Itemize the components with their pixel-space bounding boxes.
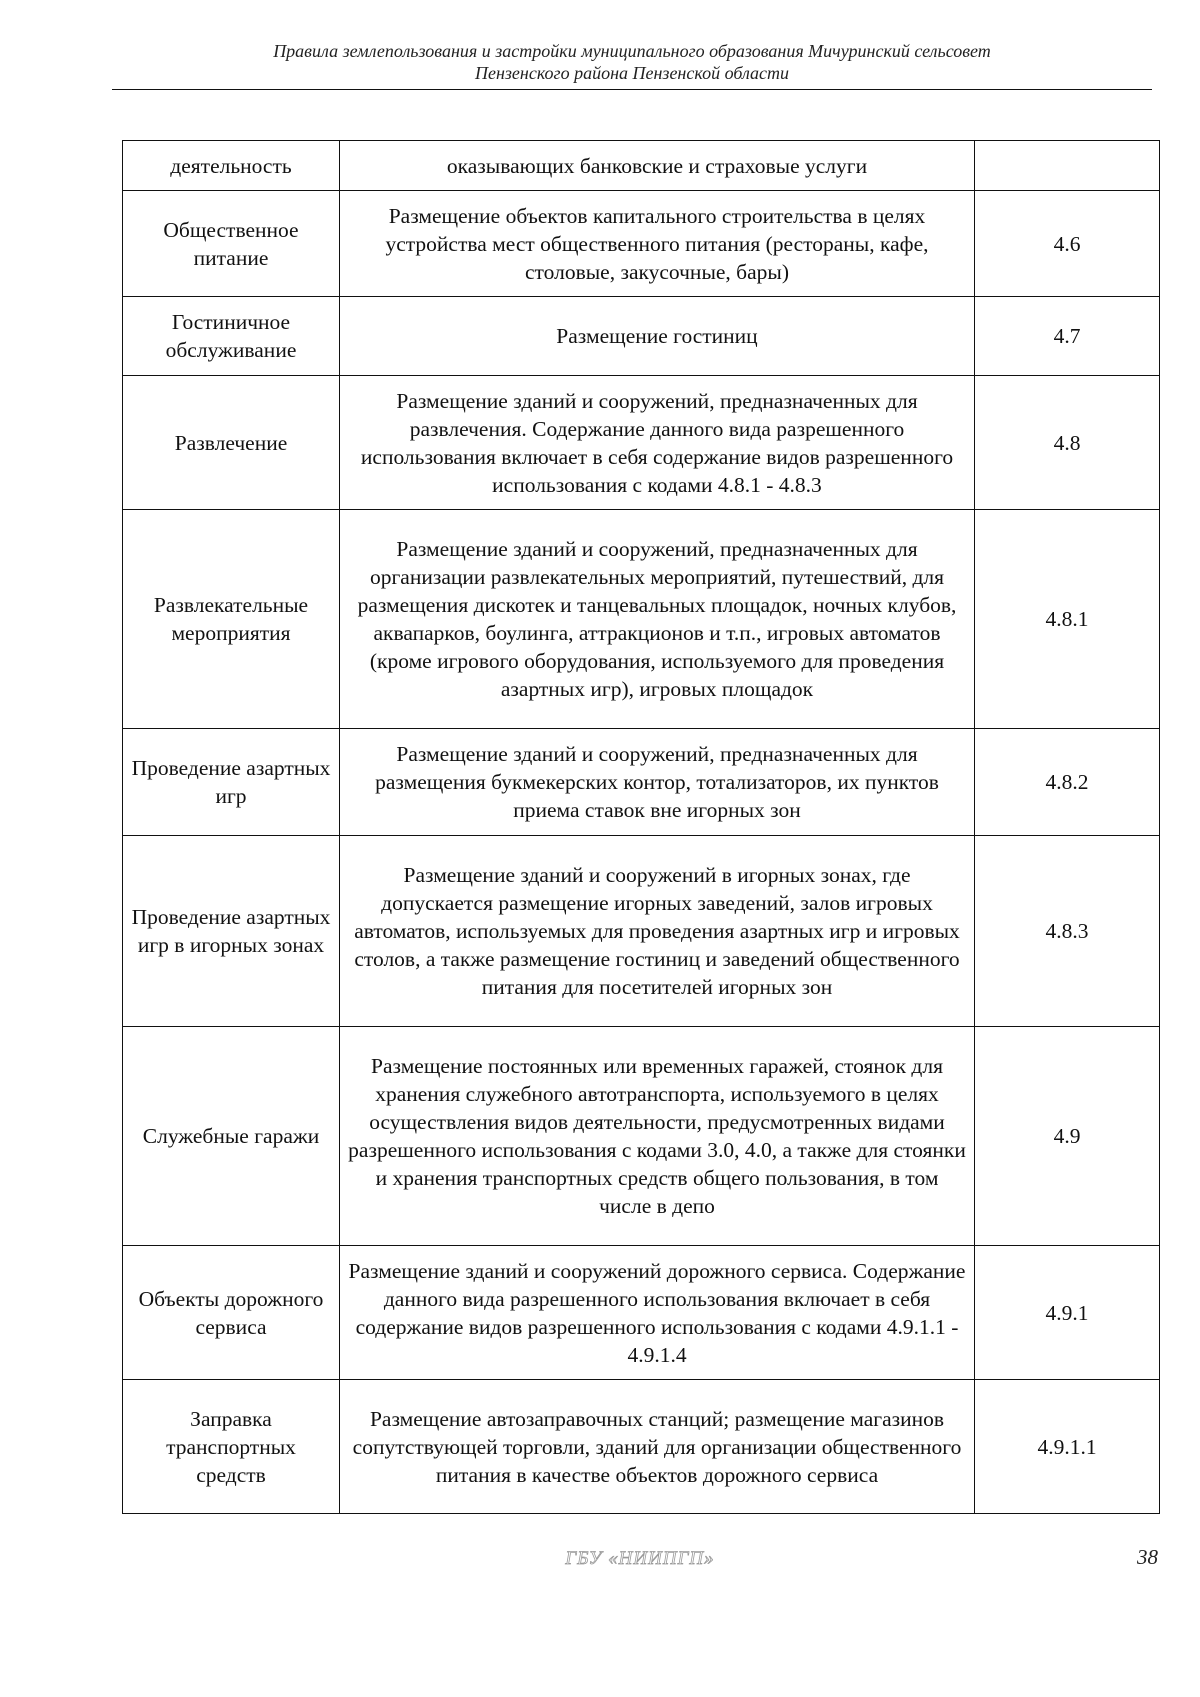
table-row (123, 141, 1160, 191)
use-type-code: 4.8 (975, 376, 1160, 510)
use-type-code: 4.6 (975, 191, 1160, 297)
use-type-code: 4.9.1.1 (975, 1380, 1160, 1514)
header-line-1: Правила землепользования и застройки муниципального образования Мичуринский сельсовет (273, 41, 991, 61)
use-type-code: 4.8.1 (975, 510, 1160, 729)
use-type-name: Развлечение (123, 376, 340, 510)
use-type-description: Размещение зданий и сооружений в игорных зонах, где допускается размещение игорных заведений, залов игровых автоматов, используемых для проведения азартных игр и игровых столов, а также размещение гостиниц и заведений общественного питания для посетителей игорных зон (340, 836, 975, 1027)
use-type-description: Размещение зданий и сооружений, предназначенных для размещения букмекерских контор, тотализаторов, их пунктов приема ставок вне игорных зон (340, 729, 975, 836)
table-row (123, 1246, 1160, 1380)
use-type-code (975, 141, 1160, 191)
table-row (123, 297, 1160, 376)
header-line-2: Пензенского района Пензенской области (474, 63, 790, 83)
footer-organization: ГБУ «НИИПГП» (565, 1548, 715, 1569)
use-type-name: Проведение азартных игр (123, 729, 340, 836)
use-type-description: Размещение зданий и сооружений дорожного сервиса. Содержание данного вида разрешенного использования включает в себя содержание видов разрешенного использования с кодами 4.9.1.1 - 4.9.1.4 (340, 1246, 975, 1380)
table-row (123, 836, 1160, 1027)
use-type-description: оказывающих банковские и страховые услуги (340, 141, 975, 191)
table-row (123, 376, 1160, 510)
table-row (123, 191, 1160, 297)
table-row (123, 729, 1160, 836)
use-type-name: Заправка транспортных средств (123, 1380, 340, 1514)
use-type-name: Развлекательные мероприятия (123, 510, 340, 729)
table-row (123, 1380, 1160, 1514)
table-row (123, 1027, 1160, 1246)
use-type-code: 4.9.1 (975, 1246, 1160, 1380)
use-type-description: Размещение автозаправочных станций; размещение магазинов сопутствующей торговли, зданий для организации общественного питания в качестве объектов дорожного сервиса (340, 1380, 975, 1514)
use-type-name: Объекты дорожного сервиса (123, 1246, 340, 1380)
use-type-name: Служебные гаражи (123, 1027, 340, 1246)
page-header (112, 40, 1152, 84)
use-type-name: Общественное питание (123, 191, 340, 297)
use-type-code: 4.9 (975, 1027, 1160, 1246)
table-row (123, 510, 1160, 729)
use-type-code: 4.8.2 (975, 729, 1160, 836)
use-type-name: деятельность (123, 141, 340, 191)
use-type-description: Размещение гостиниц (340, 297, 975, 376)
use-type-description: Размещение постоянных или временных гаражей, стоянок для хранения служебного автотранспорта, используемого в целях осуществления видов деятельности, предусмотренных видами разрешенного использования с кодами 3.0, 4.0, а также для стоянки и хранения транспортных средств общего пользования, в том числе в депо (340, 1027, 975, 1246)
land-use-table (122, 140, 1160, 1514)
use-type-description: Размещение зданий и сооружений, предназначенных для развлечения. Содержание данного вида разрешенного использования включает в себя содержание видов разрешенного использования с кодами 4.8.1 - 4.8.3 (340, 376, 975, 510)
use-type-name: Проведение азартных игр в игорных зонах (123, 836, 340, 1027)
use-type-description: Размещение объектов капитального строительства в целях устройства мест общественного питания (рестораны, кафе, столовые, закусочные, бары) (340, 191, 975, 297)
header-divider (112, 89, 1152, 90)
use-type-name: Гостиничное обслуживание (123, 297, 340, 376)
use-type-description: Размещение зданий и сооружений, предназначенных для организации развлекательных мероприятий, путешествий, для размещения дискотек и танцевальных площадок, ночных клубов, аквапарков, боулинга, аттракционов и т.п., игровых автоматов (кроме игрового оборудования, используемого для проведения азартных игр), игровых площадок (340, 510, 975, 729)
use-type-code: 4.8.3 (975, 836, 1160, 1027)
page-number: 38 (1137, 1545, 1158, 1569)
use-type-code: 4.7 (975, 297, 1160, 376)
